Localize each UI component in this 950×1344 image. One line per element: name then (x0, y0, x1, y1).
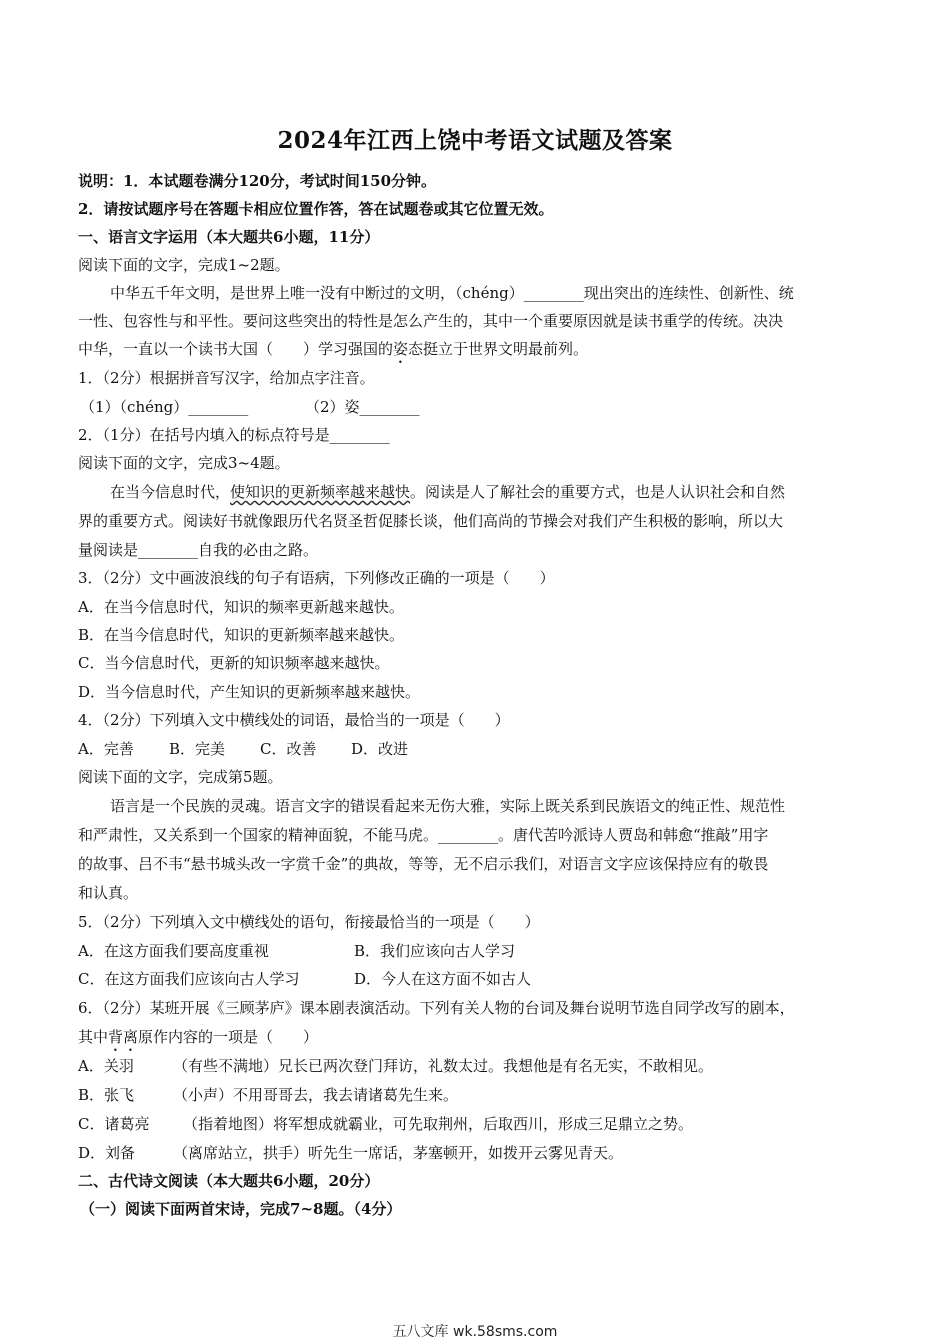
passage-3-line-4: 和认真。 (78, 884, 139, 902)
passage-2-line-1: 在当今信息时代，使知识的更新频率越来越快。阅读是人了解社会的重要方式，也是人认识社会和自然 (110, 483, 786, 501)
page-title: 2024年江西上饶中考语文试题及答案 (277, 127, 673, 154)
dotted-word: 背离 (108, 1028, 139, 1046)
section-2-heading: 二、古代诗文阅读（本大题共6小题，20分） (78, 1172, 380, 1190)
instructions-line-1: 说明：1．本试题卷满分120分，考试时间150分钟。 (78, 172, 437, 190)
passage-3-line-3: 的故事、吕不韦“悬书城头改一字赏千金”的典故，等等，无不启示我们，对语言文字应该保持应有的敬畏 (78, 855, 769, 873)
question-3-option-c: C．当今信息时代，更新的知识频率越来越快。 (78, 654, 390, 672)
question-6-option-a: A．关羽 （有些不满地）兄长已两次登门拜访，礼数太过。我想他是有名无实，不敢相见。 (78, 1057, 714, 1075)
question-3-stem: 3．（2分）文中画波浪线的句子有语病，下列修改正确的一项是（ ） (78, 569, 555, 587)
passage-3-line-1: 语言是一个民族的灵魂。语言文字的错误看起来无伤大雅，实际上既关系到民族语文的纯正性、规范性 (110, 797, 786, 815)
instructions-line-2: 2．请按试题序号在答题卡相应位置作答，答在试题卷或其它位置无效。 (78, 200, 554, 218)
question-3-option-b: B．在当今信息时代，知识的更新频率越来越快。 (78, 626, 405, 644)
question-5-options-row-1 (78, 941, 515, 961)
dotted-char: 姿 (393, 340, 409, 358)
section-2-subheading: （一）阅读下面两首宋诗，完成7~8题。（4分） (80, 1200, 402, 1218)
question-5-option-c: C．在这方面我们应该向古人学习 (78, 970, 300, 988)
question-1-stem: 1．（2分）根据拼音写汉字，给加点字注音。 (78, 369, 375, 387)
question-6-stem-line-2: 其中背离原作内容的一项是（ ） (78, 1028, 319, 1046)
question-5-stem: 5．（2分）下列填入文中横线处的语句，衔接最恰当的一项是（ ） (78, 913, 540, 931)
question-5-option-a: A．在这方面我们要高度重视 (78, 942, 269, 960)
footer-watermark: 五八文库 wk.58sms.com (392, 1324, 558, 1340)
question-1-part-2: （2）姿________ (305, 398, 420, 416)
passage-3-line-2: 和严肃性，又关系到一个国家的精神面貌，不能马虎。________。唐代苦吟派诗人贾岛和韩愈“推敲”用字 (78, 826, 769, 844)
question-4-option-c: C．改善 (260, 740, 317, 758)
passage-2-line-3: 量阅读是________自我的必由之路。 (78, 541, 319, 559)
question-5-option-b: B．我们应该向古人学习 (354, 942, 516, 960)
question-6-option-c: C．诸葛亮 （指着地图）将军想成就霸业，可先取荆州，后取西川，形成三足鼎立之势。 (78, 1115, 694, 1133)
question-2: 2．（1分）在括号内填入的标点符号是________ (78, 426, 390, 444)
question-1-part-1: （1）（chéng）________ (80, 398, 249, 416)
question-6-option-b: B．张飞 （小声）不用哥哥去，我去请诸葛先生来。 (78, 1086, 459, 1104)
question-6-stem: 6．（2分）某班开展《三顾茅庐》课本剧表演活动。下列有关人物的台词及舞台说明节选自同学改写的剧本， (78, 999, 795, 1017)
question-4-option-a: A．完善 (78, 740, 134, 758)
wavy-underlined-sentence: 使知识的更新频率越来越快 (230, 483, 411, 501)
question-3-option-d: D．当今信息时代，产生知识的更新频率越来越快。 (78, 683, 421, 701)
reading-intro-5: 阅读下面的文字，完成第5题。 (78, 768, 283, 786)
passage-1-line-3: 中华，一直以一个读书大国（ ）学习强国的姿态挺立于世界文明最前列。 (78, 340, 589, 358)
section-1-heading: 一、语言文字运用（本大题共6小题，11分） (78, 228, 380, 246)
question-5-option-d: D．今人在这方面不如古人 (354, 970, 532, 988)
passage-1-line-1: 中华五千年文明，是世界上唯一没有中断过的文明，（chéng）________现出突出的连续性、创新性、统 (110, 284, 794, 302)
question-5-options-row-2 (78, 969, 531, 989)
passage-2-line-2: 界的重要方式。阅读好书就像跟历代名贤圣哲促膝长谈，他们高尚的节操会对我们产生积极的影响，所以大 (78, 512, 784, 530)
question-4-options (78, 739, 408, 759)
question-4-stem: 4．（2分）下列填入文中横线处的词语，最恰当的一项是（ ） (78, 711, 510, 729)
reading-intro-1-2: 阅读下面的文字，完成1~2题。 (78, 256, 290, 274)
question-4-option-b: B．完美 (169, 740, 226, 758)
reading-intro-3-4: 阅读下面的文字，完成3~4题。 (78, 454, 290, 472)
question-3-option-a: A．在当今信息时代，知识的频率更新越来越快。 (78, 598, 404, 616)
question-4-option-d: D．改进 (351, 740, 409, 758)
passage-1-line-2: 一性、包容性与和平性。要问这些突出的特性是怎么产生的，其中一个重要原因就是读书重学的传统。决决 (78, 312, 784, 330)
question-6-option-d: D．刘备 （离席站立，拱手）听先生一席话，茅塞顿开，如拨开云雾见青天。 (78, 1144, 624, 1162)
